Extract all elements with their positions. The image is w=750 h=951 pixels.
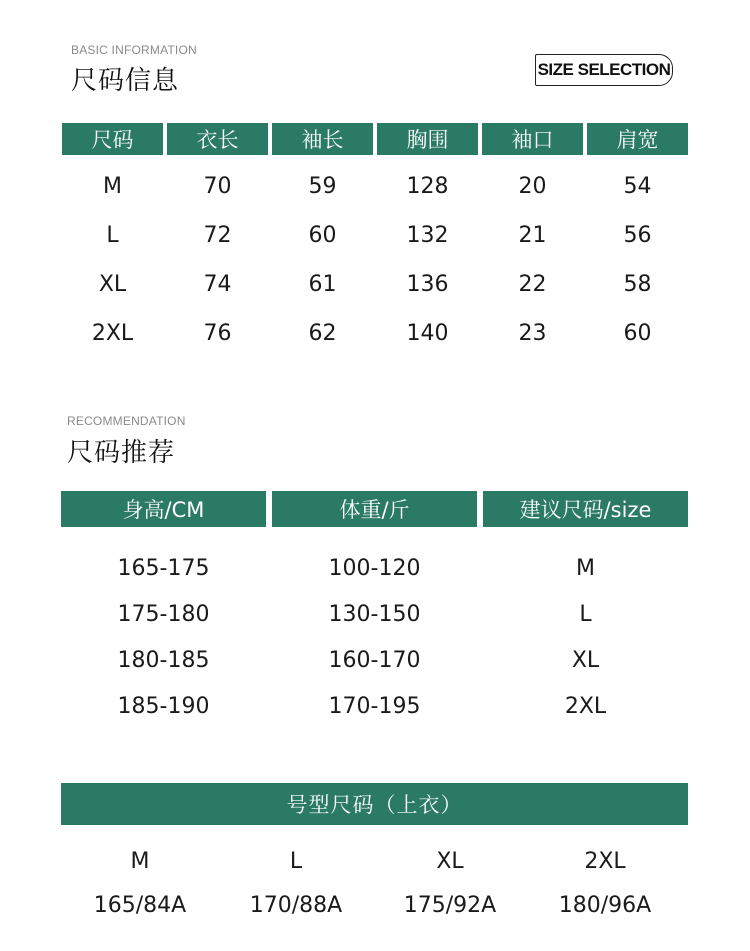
- table-row: [0, 643, 750, 677]
- table-cell: 60: [623, 320, 652, 346]
- table-row: [0, 845, 750, 877]
- table-row: [0, 689, 750, 723]
- table-cell: 180-185: [117, 647, 210, 673]
- table-cell: 23: [518, 320, 547, 346]
- table-cell: 20: [518, 173, 547, 199]
- section1-title: 尺码信息: [71, 66, 180, 96]
- table-cell: 128: [406, 173, 449, 199]
- table-cell: 60: [308, 222, 337, 248]
- table-cell: 21: [518, 222, 547, 248]
- table-cell: 59: [308, 173, 337, 199]
- table-cell: 132: [406, 222, 449, 248]
- table-row: [0, 317, 750, 349]
- table-cell: 22: [518, 271, 547, 297]
- table-cell: 74: [203, 271, 232, 297]
- table-cell: 62: [308, 320, 337, 346]
- table-cell: 130-150: [328, 601, 421, 627]
- size-label: 2XL: [584, 848, 626, 874]
- table-cell: XL: [98, 271, 127, 297]
- table-cell: 76: [203, 320, 232, 346]
- size-selection-badge: SIZE SELECTION: [535, 54, 673, 86]
- size-label: L: [289, 848, 303, 874]
- size-label: M: [130, 848, 150, 874]
- table-row: [0, 268, 750, 300]
- table-cell: M: [576, 555, 595, 581]
- table-row: [0, 551, 750, 585]
- header-size: 尺码: [62, 123, 163, 155]
- header-length: 衣长: [167, 123, 268, 155]
- table-cell: 56: [623, 222, 652, 248]
- header-chest: 胸围: [377, 123, 478, 155]
- size-code-banner: 号型尺码（上衣）: [61, 783, 688, 825]
- header-suggested-size: 建议尺码/size: [483, 491, 688, 527]
- table-cell: XL: [571, 647, 600, 673]
- size-label: XL: [436, 848, 464, 874]
- table-cell: 185-190: [117, 693, 210, 719]
- section2-title: 尺码推荐: [67, 438, 176, 468]
- header-shoulder: 肩宽: [587, 123, 688, 155]
- header-cuff: 袖口: [482, 123, 583, 155]
- size-code: 180/96A: [558, 892, 652, 918]
- size-code: 170/88A: [249, 892, 343, 918]
- header-weight: 体重/斤: [272, 491, 477, 527]
- section2-subtitle: RECOMMENDATION: [67, 414, 186, 428]
- table-cell: L: [106, 222, 119, 248]
- table-cell: 54: [623, 173, 652, 199]
- table-cell: L: [579, 601, 592, 627]
- table-row: [0, 170, 750, 202]
- table-row: [0, 219, 750, 251]
- table-cell: 160-170: [328, 647, 421, 673]
- table-cell: 70: [203, 173, 232, 199]
- table-cell: 140: [406, 320, 449, 346]
- section1-subtitle: BASIC INFORMATION: [71, 43, 197, 57]
- table-row: [0, 597, 750, 631]
- header-height: 身高/CM: [61, 491, 266, 527]
- table-cell: 61: [308, 271, 337, 297]
- table-cell: 165-175: [117, 555, 210, 581]
- table-cell: M: [103, 173, 122, 199]
- size-code: 165/84A: [93, 892, 187, 918]
- table-cell: 2XL: [91, 320, 134, 346]
- table-row: [0, 889, 750, 921]
- table-cell: 58: [623, 271, 652, 297]
- table-cell: 100-120: [328, 555, 421, 581]
- table-cell: 72: [203, 222, 232, 248]
- table-cell: 2XL: [564, 693, 607, 719]
- table-cell: 175-180: [117, 601, 210, 627]
- table-cell: 136: [406, 271, 449, 297]
- table-cell: 170-195: [328, 693, 421, 719]
- size-code: 175/92A: [403, 892, 497, 918]
- header-sleeve: 袖长: [272, 123, 373, 155]
